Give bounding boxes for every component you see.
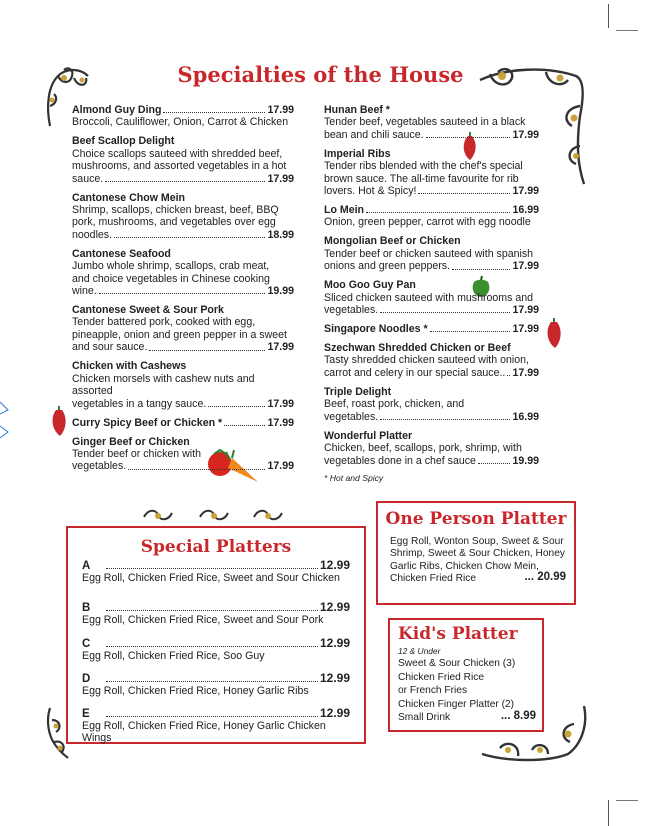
dot-leader xyxy=(105,181,265,182)
menu-item-name: Cantonese Seafood xyxy=(72,247,171,260)
menu-item-price: 17.99 xyxy=(512,304,539,317)
special-platters-box xyxy=(66,526,366,744)
ornamental-flourish-icon xyxy=(142,507,294,525)
menu-item-name: Mongolian Beef or Chicken xyxy=(324,235,461,248)
platter-row xyxy=(82,671,350,685)
dot-leader xyxy=(128,469,265,470)
menu-item-price: 17.99 xyxy=(512,260,539,273)
menu-item-name: Singapore Noodles * xyxy=(324,323,428,336)
menu-item-row xyxy=(324,455,539,467)
dot-leader xyxy=(380,419,510,420)
menu-item-row xyxy=(324,367,539,379)
platter-letter: B xyxy=(82,602,91,614)
page-edge-dash-bottom xyxy=(616,800,638,801)
menu-item-row xyxy=(324,411,539,423)
menu-item xyxy=(72,436,294,473)
kids-platter-price: ... 8.99 xyxy=(500,710,536,722)
kids-platter-subtitle: 12 & Under xyxy=(398,646,441,656)
menu-item-desc: pork, mushrooms, and vegetables over egg xyxy=(72,216,276,229)
one-person-platter-line: Garlic Ribs, Chicken Chow Mein, xyxy=(390,560,539,572)
footnote: * Hot and Spicy xyxy=(324,472,384,483)
platter-price: 12.99 xyxy=(319,706,350,720)
platter-letter: C xyxy=(82,638,91,650)
menu-item-desc: vegetables in a tangy sauce. xyxy=(72,397,207,410)
page-edge-line-top xyxy=(608,4,609,28)
platter-desc: Egg Roll, Chicken Fried Rice, Sweet and Sour Chicken xyxy=(82,572,340,584)
menu-item-desc: Broccoli, Cauliflower, Onion, Carrot & Chicken xyxy=(72,116,289,129)
menu-item-desc: Chicken morsels with cashew nuts and assorted xyxy=(72,372,255,398)
one-person-platter-line: Chicken Fried Rice xyxy=(390,572,477,584)
platter-row xyxy=(82,636,350,650)
menu-item-price: 17.99 xyxy=(267,416,294,429)
menu-item-price: 17.99 xyxy=(267,460,294,473)
menu-item-row xyxy=(72,173,294,185)
kids-platter-title: Kid's Platter xyxy=(398,624,518,644)
menu-item-price: 19.99 xyxy=(267,285,294,298)
menu-item-row xyxy=(72,341,294,353)
menu-item xyxy=(72,135,294,185)
kids-platter-line: Chicken Fried Rice xyxy=(398,671,485,683)
one-person-platter-line: Shrimp, Sweet & Sour Chicken, Honey xyxy=(390,548,565,560)
menu-item-desc: bean and chili sauce. xyxy=(324,128,424,141)
platter-price: 12.99 xyxy=(319,636,350,650)
menu-item-row xyxy=(72,417,294,429)
dot-leader xyxy=(452,269,510,270)
platter-row xyxy=(82,558,350,572)
menu-item-desc: sauce. xyxy=(72,172,104,185)
platter-desc: Egg Roll, Chicken Fried Rice, Honey Garlic Ribs xyxy=(82,685,309,697)
dot-leader xyxy=(430,331,511,332)
menu-item-price: 17.99 xyxy=(267,172,294,185)
menu-item-row xyxy=(72,229,294,241)
menu-item xyxy=(324,204,539,229)
menu-item-row xyxy=(324,129,539,141)
menu-item-desc: wine. xyxy=(72,285,97,298)
menu-item-name: Lo Mein xyxy=(324,204,365,217)
menu-item xyxy=(324,323,539,335)
special-platters-title: Special Platters xyxy=(140,537,292,557)
menu-item-desc: vegetables. xyxy=(324,410,379,423)
menu-item xyxy=(72,104,294,129)
menu-item xyxy=(72,360,294,410)
menu-item-desc: lovers. Hot & Spicy! xyxy=(324,185,417,198)
menu-item-desc: vegetables. xyxy=(324,304,379,317)
menu-item xyxy=(72,417,294,429)
menu-item-desc: Shrimp, scallops, chicken breast, beef, BBQ xyxy=(72,204,279,217)
dot-leader xyxy=(99,293,266,294)
platter-row xyxy=(82,706,350,720)
menu-item-desc: vegetables. xyxy=(72,460,127,473)
dot-leader xyxy=(149,350,265,351)
dot-leader xyxy=(366,212,510,213)
kids-platter-box xyxy=(388,618,544,732)
platter-item xyxy=(82,636,350,662)
kids-platter-line: Chicken Finger Platter (2) xyxy=(398,698,515,710)
dot-leader xyxy=(208,406,265,407)
menu-item-price: 17.99 xyxy=(512,128,539,141)
menu-item-desc: Beef, roast pork, chicken, and xyxy=(324,398,465,411)
platter-item xyxy=(82,671,350,697)
platter-row xyxy=(82,600,350,614)
menu-item-desc: mushrooms, and assorted vegetables in a hot xyxy=(72,160,287,173)
platter-desc: Egg Roll, Chicken Fried Rice, Sweet and Sour Pork xyxy=(82,614,324,626)
platter-letter: A xyxy=(82,560,91,572)
menu-item-row xyxy=(324,204,539,216)
menu-item-row xyxy=(324,185,539,197)
menu-item xyxy=(324,386,539,423)
dot-leader xyxy=(478,463,511,464)
menu-item-desc: and sour sauce. xyxy=(72,341,148,354)
menu-item-desc: Tender beef, vegetables sauteed in a black xyxy=(324,116,526,129)
menu-item-name: Chicken with Cashews xyxy=(72,360,187,373)
dot-leader xyxy=(106,568,318,569)
platter-price: 12.99 xyxy=(319,600,350,614)
menu-item xyxy=(72,304,294,354)
page-edge-line-bottom xyxy=(608,800,609,826)
menu-item xyxy=(324,235,539,272)
menu-item-name: Hunan Beef * xyxy=(324,104,390,116)
page-title: Specialties of the House xyxy=(177,62,464,87)
menu-item-price: 17.99 xyxy=(267,104,294,116)
menu-item-price: 17.99 xyxy=(267,341,294,354)
dot-leader xyxy=(380,312,510,313)
menu-item-row xyxy=(324,323,539,335)
page-edge-dash-top xyxy=(616,30,638,31)
kids-platter-line: Small Drink xyxy=(398,712,451,724)
menu-column-left xyxy=(72,104,294,479)
dot-leader xyxy=(106,716,318,717)
menu-item-price: 17.99 xyxy=(512,185,539,198)
menu-item-price: 16.99 xyxy=(512,204,539,217)
dot-leader xyxy=(224,425,265,426)
menu-item-row xyxy=(72,285,294,297)
menu-item-price: 16.99 xyxy=(512,410,539,423)
menu-item-desc: Tasty shredded chicken sauteed with onion, xyxy=(324,354,529,367)
menu-item-name: Curry Spicy Beef or Chicken * xyxy=(72,416,223,429)
menu-item-desc: Tender ribs blended with the chef's special xyxy=(324,160,523,173)
menu-item-row xyxy=(72,460,294,472)
platter-item xyxy=(82,706,350,744)
menu-item xyxy=(72,248,294,298)
menu-column-right xyxy=(324,104,539,484)
chili-pepper-icon xyxy=(545,318,565,350)
dot-leader xyxy=(106,646,318,647)
menu-item-price: 17.99 xyxy=(512,323,539,336)
menu-item-row xyxy=(72,398,294,410)
menu-item-name: Triple Delight xyxy=(324,385,392,398)
platter-price: 12.99 xyxy=(319,671,350,685)
corner-mark-icon xyxy=(0,400,12,440)
menu-item-name: Szechwan Shredded Chicken or Beef xyxy=(324,342,511,355)
menu-item-price: 17.99 xyxy=(512,366,539,379)
platter-letter: E xyxy=(82,708,90,720)
platter-desc: Egg Roll, Chicken Fried Rice, Honey Garlic Chicken Wings xyxy=(82,720,326,744)
dot-leader xyxy=(507,375,510,376)
menu-item-desc: Choice scallops sauteed with shredded beef, xyxy=(72,147,283,160)
menu-item xyxy=(324,342,539,379)
menu-item-row xyxy=(324,304,539,316)
menu-item-desc: carrot and celery in our special sauce.. xyxy=(324,366,506,379)
menu-item-name: Cantonese Chow Mein xyxy=(72,191,186,204)
dot-leader xyxy=(163,112,265,113)
menu-item-desc: Jumbo whole shrimp, scallops, crab meat, xyxy=(72,260,270,273)
dot-leader xyxy=(418,193,510,194)
menu-item xyxy=(72,192,294,242)
menu-item-name: Cantonese Sweet & Sour Pork xyxy=(72,304,224,317)
menu-item-desc: Chicken, beef, scallops, pork, shrimp, with xyxy=(324,442,522,455)
dot-leader xyxy=(114,237,265,238)
menu-item-price: 19.99 xyxy=(512,454,539,467)
platter-desc: Egg Roll, Chicken Fried Rice, Soo Guy xyxy=(82,650,265,662)
platter-price: 12.99 xyxy=(319,558,350,572)
one-person-platter-box xyxy=(376,501,576,605)
menu-item-desc: Onion, green pepper, carrot with egg noodle xyxy=(324,216,531,229)
menu-item-price: 17.99 xyxy=(267,397,294,410)
platter-item xyxy=(82,558,350,584)
menu-item-name: Imperial Ribs xyxy=(324,147,391,160)
menu-item xyxy=(324,430,539,467)
menu-item xyxy=(324,279,539,316)
menu-item-name: Beef Scallop Delight xyxy=(72,135,175,148)
one-person-platter-line: Egg Roll, Wonton Soup, Sweet & Sour xyxy=(390,536,564,547)
menu-item-desc: pineapple, onion and green pepper in a sweet xyxy=(72,328,287,341)
menu-item-row xyxy=(324,260,539,272)
one-person-platter-price: ... 20.99 xyxy=(524,571,566,583)
menu-item-desc: vegetables done in a chef sauce xyxy=(324,454,476,467)
dot-leader xyxy=(106,681,318,682)
menu-item-price: 18.99 xyxy=(267,228,294,241)
menu-item-desc: brown sauce. The all-time favourite for rib xyxy=(324,172,519,185)
menu-item-name: Wonderful Platter xyxy=(324,429,413,442)
menu-item-desc: Tender beef or chicken sauteed with spanish xyxy=(324,247,534,260)
dot-leader xyxy=(106,610,318,611)
menu-item-desc: Tender battered pork, cooked with egg, xyxy=(72,316,256,329)
menu-item-desc: Tender beef or chicken with xyxy=(72,447,201,460)
menu-item-desc: noodles. xyxy=(72,228,113,241)
platter-item xyxy=(82,600,350,626)
menu-item-name: Ginger Beef or Chicken xyxy=(72,435,190,448)
menu-item-desc: onions and green peppers. xyxy=(324,260,451,273)
menu-item-desc: Sliced chicken sauteed with mushrooms and xyxy=(324,291,534,304)
dot-leader xyxy=(426,137,511,138)
menu-item-name: Almond Guy Ding xyxy=(72,104,162,116)
menu-item-name: Moo Goo Guy Pan xyxy=(324,279,416,292)
one-person-platter-title: One Person Platter xyxy=(385,509,567,529)
chili-pepper-icon xyxy=(50,406,70,438)
platter-letter: D xyxy=(82,673,91,685)
menu-item-row xyxy=(72,104,294,116)
menu-item xyxy=(324,148,539,198)
kids-platter-line: Sweet & Sour Chicken (3) xyxy=(398,658,516,669)
menu-item-desc: and choice vegetables in Chinese cooking xyxy=(72,272,270,285)
menu-item xyxy=(324,104,539,141)
kids-platter-line: or French Fries xyxy=(398,685,468,697)
